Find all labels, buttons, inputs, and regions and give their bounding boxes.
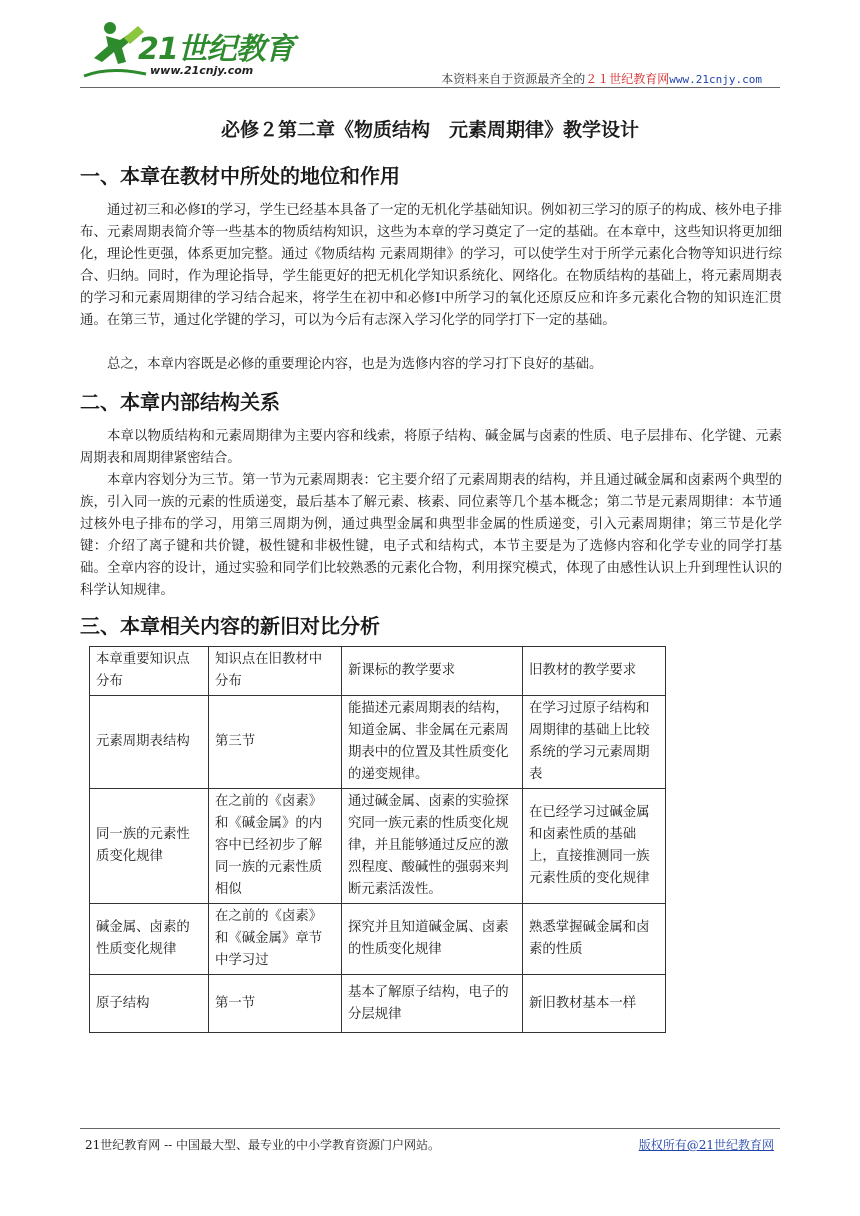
- table-header-cell: 旧教材的教学要求: [523, 647, 666, 696]
- table-row: [90, 789, 666, 904]
- footer-site-description: 21世纪教育网 -- 中国最大型、最专业的中小学教育资源门户网站。: [85, 1138, 441, 1152]
- header-divider: [80, 87, 780, 88]
- table-cell: 基本了解原子结构，电子的分层规律: [342, 975, 523, 1033]
- table-cell: 同一族的元素性质变化规律: [90, 789, 209, 904]
- table-header-cell: 新课标的教学要求: [342, 647, 523, 696]
- section-2-paragraph-2: 本章内容划分为三节。第一节为元素周期表：它主要介绍了元素周期表的结构，并且通过碱金属和卤素两个典型的族，引入同一族的元素的性质递变，最后基本了解元素、核素、同位素等几个基本概念；第二节是元素周期律：本节通过核外电子排布的学习，用第三周期为例，通过典型金属和典型非金属的性质递变，引入元素周期律；第三节是化学键：介绍了离子键和共价键，极性键和非极性键，电子式和结构式，本节主要是为了选修内容和化学专业的同学打基础。全章内容的设计，通过实验和同学们比较熟悉的元素化合物，利用探究模式，体现了由感性认识上升到理性认识的科学认知规律。: [80, 473, 782, 598]
- table-header-cell: 本章重要知识点分布: [90, 647, 209, 696]
- section-2-paragraph-1: 本章以物质结构和元素周期律为主要内容和线索，将原子结构、碱金属与卤素的性质、电子层排布、化学键、元素周期表和周期律紧密结合。: [80, 429, 782, 466]
- table-row: [90, 975, 666, 1033]
- site-logo[interactable]: [80, 18, 340, 84]
- table-cell: 在之前的《卤素》和《碱金属》章节中学习过: [209, 904, 342, 975]
- document-title: 必修２第二章《物质结构 元素周期律》教学设计: [220, 119, 639, 141]
- table-cell: 在之前的《卤素》和《碱金属》的内容中已经初步了解同一族的元素性质相似: [209, 789, 342, 904]
- page-header: [80, 18, 780, 86]
- section-heading-1: 一、本章在教材中所处的地位和作用: [80, 164, 400, 188]
- table-cell: 在学习过原子结构和周期律的基础上比较系统的学习元素周期表: [523, 696, 666, 789]
- table-cell: 元素周期表结构: [90, 696, 209, 789]
- section-1-paragraph-2: 总之，本章内容既是必修的重要理论内容，也是为选修内容的学习打下良好的基础。: [107, 357, 603, 372]
- section-1-paragraph-1: 通过初三和必修Ⅰ的学习，学生已经基本具备了一定的无机化学基础知识。例如初三学习的原子的构成、核外电子排布、元素周期表简介等一些基本的物质结构知识，这些为本章的学习奠定了一定的基础。在本章中，这些知识将更加细化，理论性更强，体系更加完整。通过《物质结构 元素周期律》的学习，可以使学生对于所学元素化合物等知识进行综合、归纳。同时，作为理论指导，学生能更好的把无机化学知识系统化、网络化。在物质结构的基础上，将元素周期表的学习和元素周期律的学习结合起来，将学生在初中和必修Ⅰ中所学习的氧化还原反应和许多元素化合物的知识连汇贯通。在第三节，通过化学键的学习，可以为今后有志深入学习化学的同学打下一定的基础。: [80, 203, 782, 328]
- header-note-prefix: 本资料来自于资源最齐全的: [441, 72, 586, 86]
- table-cell: 第三节: [209, 696, 342, 789]
- table-cell: 通过碱金属、卤素的实验探究同一族元素的性质变化规律，并且能够通过反应的激烈程度、酸碱性的强弱来判断元素活泼性。: [342, 789, 523, 904]
- table-header-cell: 知识点在旧教材中分布: [209, 647, 342, 696]
- table-cell: 原子结构: [90, 975, 209, 1033]
- table-cell: 探究并且知道碱金属、卤素的性质变化规律: [342, 904, 523, 975]
- table-cell: 能描述元素周期表的结构，知道金属、非金属在元素周期表中的位置及其性质变化的递变规律。: [342, 696, 523, 789]
- table-cell: 第一节: [209, 975, 342, 1033]
- table-cell: 碱金属、卤素的性质变化规律: [90, 904, 209, 975]
- header-site-link[interactable]: ２１世纪教育网: [585, 72, 670, 86]
- table-cell: 熟悉掌握碱金属和卤素的性质: [523, 904, 666, 975]
- footer-copyright-link[interactable]: 版权所有@21世纪教育网: [638, 1138, 774, 1152]
- section-heading-2: 二、本章内部结构关系: [80, 390, 280, 414]
- table-row: [90, 696, 666, 789]
- table-cell: 新旧教材基本一样: [523, 975, 666, 1033]
- section-heading-3: 三、本章相关内容的新旧对比分析: [80, 614, 380, 638]
- header-source-note: [441, 70, 762, 87]
- logo-text: 21世纪教育: [138, 32, 294, 67]
- table-cell: 在已经学习过碱金属和卤素性质的基础上，直接推测同一族元素性质的变化规律: [523, 789, 666, 904]
- header-url-link[interactable]: www.21cnjy.com: [669, 73, 762, 86]
- footer-divider: [80, 1128, 780, 1129]
- logo-url: www.21cnjy.com: [150, 64, 254, 77]
- table-header-row: [90, 647, 666, 696]
- table-row: [90, 904, 666, 975]
- comparison-table: [89, 646, 666, 1033]
